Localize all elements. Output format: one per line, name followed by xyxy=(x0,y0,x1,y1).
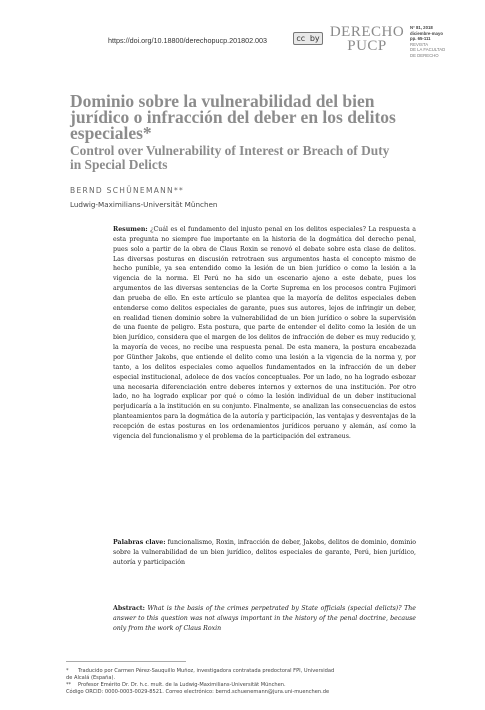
author-affiliation: Ludwig-Maximilians-Universität München xyxy=(70,200,218,209)
abstract-es-text: ¿Cuál es el fundamento del injusto penal en los delitos especiales? La respuesta a esta pregunta no siempre fue importante en la historia de la dogmática del derecho penal, pues solo a partir de la obra de Claus Roxin se renovó el debate sobre esta clase de delitos. Las diversas posturas en discusión retrotraen sus argumentos hasta el concepto mismo de hecho punible, ya sea entendido como la lesión de un bien jurídico o como la lesión a la vigencia de la norma. El Perú no ha sido un escenario ajeno a este debate, pues los argumentos de las diversas sentencias de la Corte Suprema en los procesos contra Fujimori dan prueba de ello. En este artículo se plantea que la mayoría de delitos especiales deben entenderse como delitos especiales de garante, pues sus autores, lejos de infringir un deber, en realidad tienen dominio sobre la vulnerabilidad de un bien jurídico o sobre la supervisión de una fuente de peligro. Esta postura, que parte de entender el delito como la lesión de un bien jurídico, considera que el margen de los delitos de infracción de deber es muy reducido y, la mayoría de veces, no recibe una respuesta penal. De esta manera, la postura encabezada por Günther Jakobs, que entiende el delito como una lesión a la vigencia de la norma y, por tanto, a los delitos especiales como aquellos fundamentados en la infracción de un deber especial institucional, adolece de dos vacíos conceptuales. Por un lado, no ha logrado esbozar una necesaria diferenciación entre deberes internos y externos de una institución. Por otro lado, no ha logrado explicar por qué o cómo la lesión individual de un deber institucional perjudicaría a la institución en su conjunto. Finalmente, se analizan las consecuencias de estos planteamientos para la dogmática de la autoría y participación, las ventajas y desventajas de la recepción de estas posturas en los ordenamientos jurídicos peruano y alemán, así como la vigencia del funcionalismo y el problema de la participación del extraneus. xyxy=(113,226,416,440)
doi-link[interactable]: https://doi.org/10.18800/derechopucp.201802.003 xyxy=(108,36,268,45)
issue-pages: pp. 65-111 xyxy=(410,36,431,42)
issue-journal-line3: DE DERECHO xyxy=(410,52,439,58)
article-subtitle: Control over Vulnerability of Interest or Breach of Duty in Special Delicts xyxy=(70,143,390,172)
issue-number: N° 81, 2018 xyxy=(410,25,433,30)
issue-period: diciembre-mayo xyxy=(410,30,443,36)
cc-license-badge[interactable] xyxy=(293,32,323,45)
journal-logo xyxy=(328,25,406,53)
abstract-en-text: What is the basis of the crimes perpetrated by State officials (special delicts)? The answer to this question was not always important in the history of the penal doctrine, because only from the work of Claus Roxin xyxy=(113,605,416,632)
keywords-text: funcionalismo, Roxin, infracción de deber, Jakobs, delitos de dominio, dominio sobre la vulnerabilidad de un bien jurídico, delitos especiales de garante, Perú, bien jurídico, autoría y participación xyxy=(113,539,416,566)
by-icon: by xyxy=(309,33,320,43)
footnote-text: Traducido por Carmen Pérez-Sauquillo Muñoz, investigadora contratada predoctoral FPI, Universidad xyxy=(78,668,335,674)
issue-journal-line1: REVISTA xyxy=(410,41,429,47)
abstract-es xyxy=(113,225,416,442)
journal-logo-line2: PUCP xyxy=(347,38,387,54)
journal-logo-line1: DERECHO xyxy=(329,24,405,40)
article-title: Dominio sobre la vulnerabilidad del bien jurídico o infracción del deber en los delitos especiales* xyxy=(70,91,396,143)
keywords-label: Palabras clave: xyxy=(113,539,166,546)
footnote-mark: ** xyxy=(66,682,72,689)
abstract-en-label: Abstract: xyxy=(113,605,145,612)
abstract-es-label: Resumen: xyxy=(113,226,148,233)
issue-journal-line2: DE LA FACULTAD xyxy=(410,47,446,53)
footnote-translator xyxy=(66,668,416,675)
footnote-text: de Alcalá (España). xyxy=(66,675,116,682)
footnotes xyxy=(66,661,416,696)
issue-info xyxy=(410,25,445,59)
footnote-divider xyxy=(66,661,186,662)
cc-icon: cc xyxy=(296,33,306,43)
footnote-text: Profesor Emérito Dr. Dr. h.c. mult. de la Ludwig-Maximilians-Universität München. xyxy=(78,682,286,689)
footnote-mark: * xyxy=(66,668,69,674)
abstract-en xyxy=(113,604,416,634)
footnote-text: Código ORCID: 0000-0003-0029-8521. Correo electrónico: bernd.schuenemann@jura.uni-muenchen.de xyxy=(66,689,330,696)
keywords xyxy=(113,538,416,568)
page-header xyxy=(0,22,485,62)
author-name: BERND SCHÜNEMANN** xyxy=(70,186,185,195)
